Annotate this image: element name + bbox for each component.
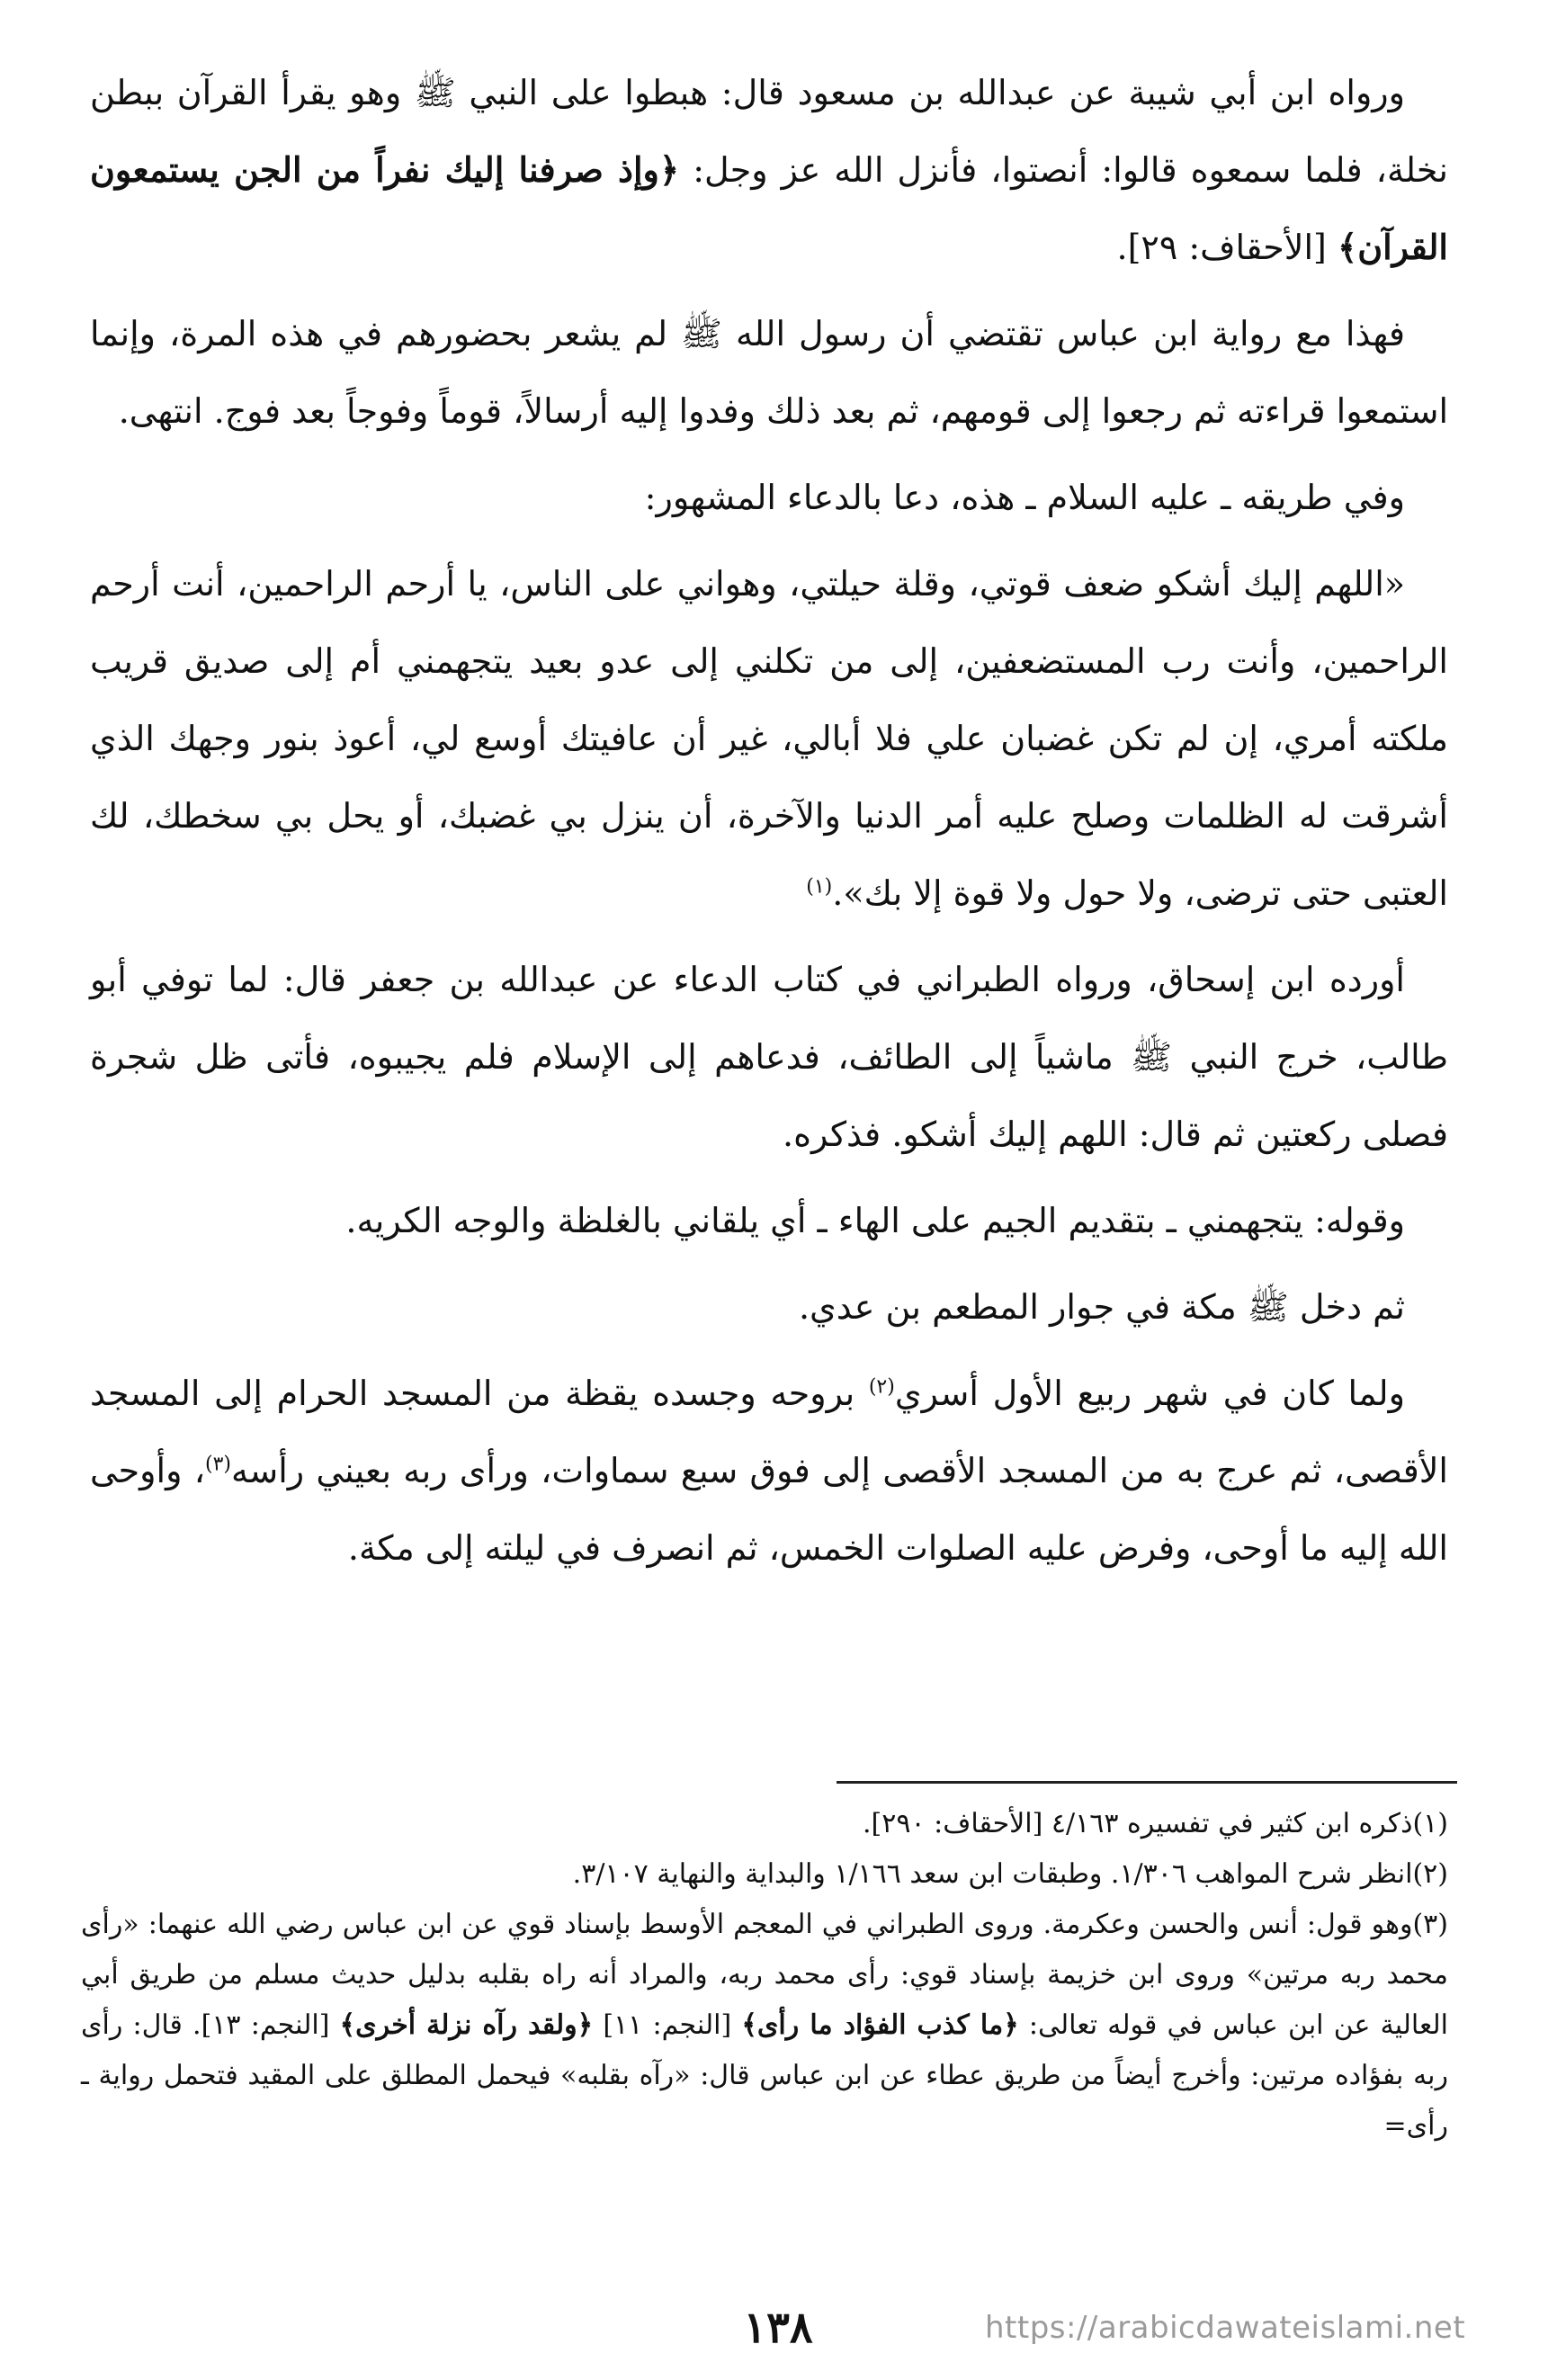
footnote-2: (٢)انظر شرح المواهب ١/٣٠٦. وطبقات ابن سعد ١/١٦٦ والبداية والنهاية ٣/١٠٧.: [572, 1858, 1448, 1890]
quran-reference: [الأحقاف: ٢٩].: [1116, 228, 1338, 267]
footnote-quran-quote-2: ﴿ولقد رآه نزلة أخرى﴾: [339, 2009, 594, 2041]
footnote-divider: [837, 1781, 1457, 1784]
footnote-ref-1[interactable]: (١): [806, 875, 833, 899]
paragraph-1: [90, 54, 1448, 286]
footnote-ref-2[interactable]: (٢): [868, 1375, 895, 1399]
paragraph-text-c: ، وأوحى الله إليه ما أوحى، وفرض عليه الصلوات الخمس، ثم انصرف في ليلته إلى مكة.: [90, 1451, 1448, 1568]
paragraph-8: [90, 1355, 1448, 1587]
paragraph-text: ورواه ابن أبي شيبة عن عبدالله بن مسعود قال: هبطوا على النبي ﷺ وهو يقرأ القرآن ببطن نخلة، فلما سمعوه قالوا: أنصتوا، فأنزل الله عز وجل:: [90, 73, 1449, 190]
page-number: ١٣٨: [743, 2303, 813, 2353]
paragraph-text-a: ولما كان في شهر ربيع الأول أسري: [894, 1373, 1405, 1413]
footnote-ref-3[interactable]: (٣): [204, 1453, 231, 1476]
quran-quote: ﴿وإذ صرفنا إليك نفراً من الجن يستمعون القرآن﴾: [90, 149, 1448, 267]
footnotes: [81, 1799, 1448, 2152]
footnote-1: (١)ذكره ابن كثير في تفسيره ٤/١٦٣ [الأحقاف: ٢٩٠].: [862, 1808, 1448, 1839]
paragraph-2: فهذا مع رواية ابن عباس تقتضي أن رسول الله ﷺ لم يشعر بحضورهم في هذه المرة، وإنما استمعوا قراءته ثم رجعوا إلى قومهم، ثم بعد ذلك وفدوا إليه أرسالاً، قوماً وفوجاً بعد فوج. انتهى.: [90, 314, 1448, 431]
footnote-3-text-c: [النجم: ١٣]. قال: رأى ربه بفؤاده مرتين: وأخرج أيضاً من طريق عطاء عن ابن عباس قال: «رآه بقلبه» فيحمل المطلق على المقيد فتحمل رواية ـ رأى=: [81, 2009, 1448, 2142]
footnote-3-text-b: [النجم: ١١]: [593, 2009, 742, 2041]
watermark-url[interactable]: https://arabicdawateislami.net: [985, 2310, 1466, 2346]
paragraph-7: ثم دخل ﷺ مكة في جوار المطعم بن عدي.: [798, 1287, 1405, 1327]
footnote-quran-quote-1: ﴿ما كذب الفؤاد ما رأى﴾: [741, 2009, 1019, 2041]
dua-paragraph: [90, 545, 1448, 932]
footnote-3: [81, 1900, 1448, 2152]
main-text: [90, 54, 1448, 1596]
paragraph-3: وفي طريقه ـ عليه السلام ـ هذه، دعا بالدعاء المشهور:: [644, 478, 1405, 517]
paragraph-5: أورده ابن إسحاق، ورواه الطبراني في كتاب الدعاء عن عبدالله بن جعفر قال: لما توفي أبو طالب، خرج النبي ﷺ ماشياً إلى الطائف، فدعاهم إلى الإسلام فلم يجيبوه، فأتى ظل شجرة فصلى ركعتين ثم قال: اللهم إليك أشكو. فذكره.: [90, 960, 1448, 1154]
paragraph-6: وقوله: يتجهمني ـ بتقديم الجيم على الهاء ـ أي يلقاني بالغلظة والوجه الكريه.: [345, 1201, 1405, 1240]
paragraph-text-b: بروحه وجسده يقظة من المسجد الحرام إلى المسجد الأقصى، ثم عرج به من المسجد الأقصى إلى فوق سبع سماوات، ورأى ربه بعيني رأسه: [90, 1373, 1448, 1490]
footnote-3-text-a: (٣)وهو قول: أنس والحسن وعكرمة. وروى الطبراني في المعجم الأوسط بإسناد قوي عن ابن عباس رضي الله عنهما: «رأى محمد ربه مرتين» وروى ابن خزيمة بإسناد قوي: رأى محمد ربه، والمراد أنه راه بقلبه بدليل حديث مسلم من طريق أبي العالية عن ابن عباس في قوله تعالى:: [81, 1909, 1448, 2041]
dua-text: «اللهم إليك أشكو ضعف قوتي، وقلة حيلتي، وهواني على الناس، يا أرحم الراحمين، أنت أرحم الراحمين، وأنت رب المستضعفين، إلى من تكلني إلى عدو بعيد يتجهمني أم إلى صديق قريب ملكته أمري، إن لم تكن غضبان علي فلا أبالي، غير أن عافيتك أوسع لي، أعوذ بنور وجهك الذي أشرقت له الظلمات وصلح عليه أمر الدنيا والآخرة، أن ينزل بي غضبك، أو يحل بي سخطك، لك العتبى حتى ترضى، ولا حول ولا قوة إلا بك».: [90, 564, 1448, 913]
